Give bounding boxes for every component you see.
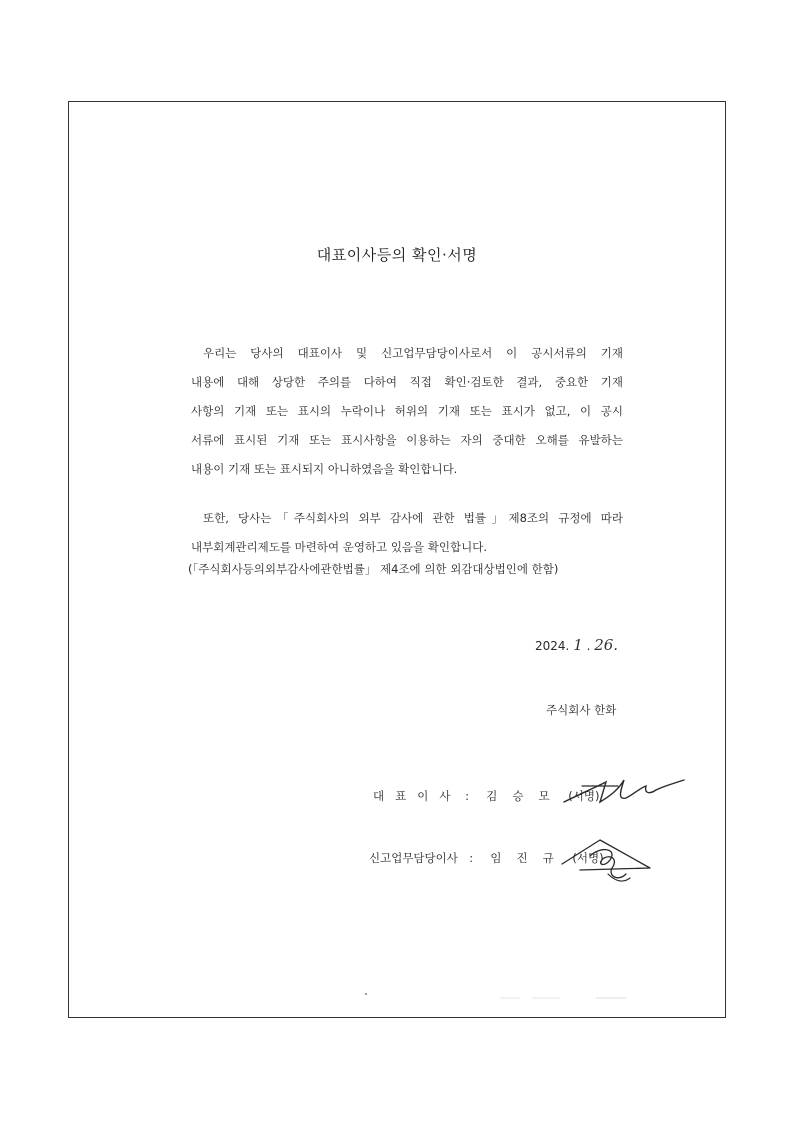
date-separator: . <box>586 639 591 653</box>
signing-date <box>535 636 618 654</box>
signer-title: 대표이사 <box>373 789 462 803</box>
applicability-note: (「주식회사등의외부감사에관한법률」 제4조에 의한 외감대상법인에 한함) <box>188 562 559 576</box>
handwritten-signature-ceo <box>560 772 690 812</box>
signer-colon: : <box>465 789 469 803</box>
company-name: 주식회사 한화 <box>546 703 617 717</box>
paragraph-line: 내용이 기재 또는 표시되지 아니하였음을 확인합니다. <box>191 462 458 476</box>
date-month: 1 <box>573 636 583 654</box>
paragraph-line: 내용에 대해 상당한 주의를 다하여 직접 확인·검토한 결과, 중요한 기재 <box>191 375 623 389</box>
paragraph-line: 또한, 당사는「주식회사의 외부 감사에 관한 법률」제8조의 규정에 따라 <box>203 511 623 525</box>
date-year: 2024. <box>535 639 570 653</box>
confirmation-paragraph <box>191 339 623 484</box>
internal-control-paragraph <box>191 504 623 562</box>
scan-artifacts <box>360 990 640 1004</box>
handwritten-signature-reporting-officer <box>560 834 655 889</box>
signature-label: (서명) <box>572 851 604 865</box>
paragraph-line: 우리는 당사의 대표이사 및 신고업무담당이사로서 이 공시서류의 기재 <box>203 346 623 360</box>
signer-title: 신고업무담당이사 <box>369 851 458 865</box>
signer-name: 임진규 <box>490 851 569 865</box>
signature-label: (서명) <box>568 789 600 803</box>
signer-name: 김승모 <box>486 789 565 803</box>
signer-colon: : <box>469 851 474 865</box>
paragraph-line: 사항의 기재 또는 표시의 누락이나 허위의 기재 또는 표시가 없고, 이 공시 <box>191 404 623 418</box>
paragraph-line: 서류에 표시된 기재 또는 표시사항을 이용하는 자의 중대한 오해를 유발하는 <box>191 433 623 447</box>
paragraph-line: 내부회계관리제도를 마련하여 운영하고 있음을 확인합니다. <box>191 540 487 554</box>
document-title: 대표이사등의 확인·서명 <box>316 246 478 264</box>
date-day: 26. <box>594 636 619 654</box>
